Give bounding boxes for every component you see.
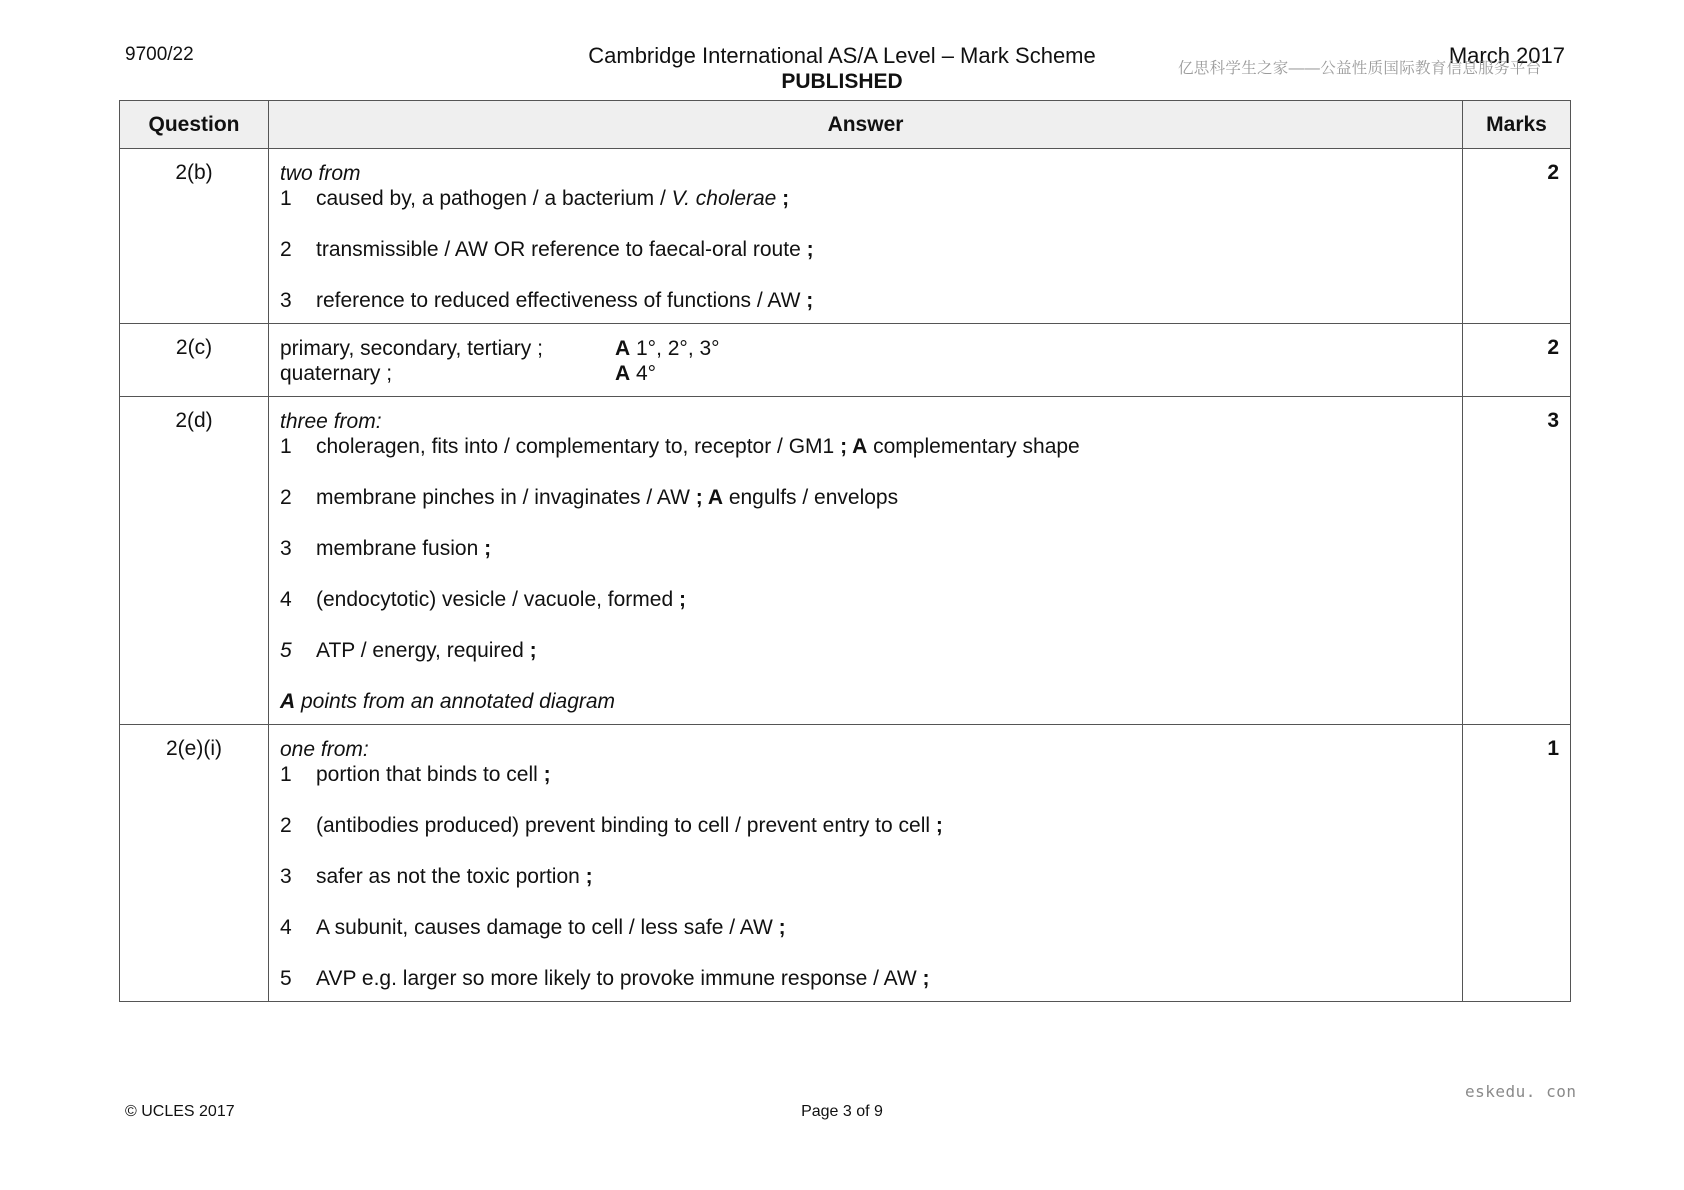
answer-header: Answer — [269, 101, 1463, 149]
point-text: reference to reduced effectiveness of functions / AW — [316, 289, 801, 312]
point-separator: ; — [689, 486, 708, 509]
point-number: 1 — [280, 763, 292, 786]
question-cell: 2(b) — [120, 149, 269, 324]
marks-cell: 2 — [1463, 149, 1571, 324]
answer-point — [280, 186, 1451, 211]
answer-point — [280, 638, 1451, 663]
header-date: March 2017 — [1448, 43, 1565, 68]
point-number: 5 — [280, 967, 292, 990]
answer-point — [280, 536, 1451, 561]
point-separator: ; — [772, 916, 786, 939]
point-text: membrane fusion — [316, 537, 479, 560]
answer-intro: two from — [280, 162, 361, 185]
point-text: safer as not the toxic portion — [316, 865, 580, 888]
point-number: 3 — [280, 289, 292, 312]
answer-point — [280, 288, 1451, 313]
page-number: Page 3 of 9 — [801, 1103, 883, 1120]
accept-marker: A — [615, 337, 631, 360]
accept-text: 4° — [630, 362, 657, 385]
point-separator: ; — [579, 865, 593, 888]
point-text: ATP / energy, required — [316, 639, 524, 662]
answer-text: quaternary ; — [280, 362, 393, 385]
point-separator: ; — [834, 435, 853, 458]
header-title: Cambridge International AS/A Level – Mark Scheme — [588, 43, 1096, 68]
point-number: 4 — [280, 588, 292, 611]
answer-cell — [269, 725, 1463, 1002]
point-separator: ; — [478, 537, 492, 560]
answer-point — [280, 915, 1451, 940]
paper-code: 9700/22 — [125, 44, 194, 65]
answer-point — [280, 864, 1451, 889]
marks-cell: 1 — [1463, 725, 1571, 1002]
point-text: (antibodies produced) prevent binding to cell / prevent entry to cell — [316, 814, 931, 837]
point-number: 4 — [280, 916, 292, 939]
point-text: membrane pinches in / invaginates / AW — [316, 486, 690, 509]
point-text: portion that binds to cell — [316, 763, 538, 786]
point-text: AVP e.g. larger so more likely to provoke immune response / AW — [316, 967, 917, 990]
table-header-row — [120, 101, 1571, 149]
answer-text: primary, secondary, tertiary ; — [280, 337, 543, 360]
question-header: Question — [120, 101, 269, 149]
header-subtitle: PUBLISHED — [781, 70, 903, 93]
accept-marker: A — [280, 690, 296, 713]
marks-cell: 2 — [1463, 324, 1571, 397]
point-separator: ; — [800, 238, 814, 261]
question-cell: 2(e)(i) — [120, 725, 269, 1002]
marks-cell: 3 — [1463, 397, 1571, 725]
question-cell: 2(d) — [120, 397, 269, 725]
answer-point — [280, 434, 1451, 459]
point-separator: ; — [673, 588, 686, 611]
mark-scheme-table — [119, 100, 1571, 1002]
point-text: caused by, a pathogen / a bacterium / — [316, 187, 672, 210]
accept-marker: A — [615, 362, 631, 385]
answer-line — [280, 361, 1451, 386]
table-row — [120, 397, 1571, 725]
accept-marker: A — [707, 486, 723, 509]
answer-point — [280, 813, 1451, 838]
table-row — [120, 149, 1571, 324]
answer-cell — [269, 149, 1463, 324]
answer-point — [280, 587, 1451, 612]
footer-watermark: eskedu. con — [1465, 1082, 1577, 1101]
answer-point — [280, 966, 1451, 991]
table-row — [120, 725, 1571, 1002]
point-text: A subunit, causes damage to cell / less safe / AW — [316, 916, 773, 939]
point-number: 1 — [280, 187, 292, 210]
accept-text: 1°, 2°, 3° — [630, 337, 720, 360]
copyright: © UCLES 2017 — [125, 1103, 235, 1120]
accept-text: complementary shape — [867, 435, 1080, 458]
point-text: (endocytotic) vesicle / vacuole, formed — [316, 588, 674, 611]
answer-point — [280, 485, 1451, 510]
answer-point — [280, 762, 1451, 787]
point-number: 5 — [280, 639, 292, 662]
accept-text: engulfs / envelops — [722, 486, 899, 509]
point-text: choleragen, fits into / complementary to, receptor / GM1 — [316, 435, 835, 458]
point-separator: ; — [776, 187, 790, 210]
answer-intro: one from: — [280, 738, 369, 761]
point-number: 2 — [280, 486, 292, 509]
answer-intro: three from: — [280, 410, 382, 433]
point-separator: ; — [537, 763, 551, 786]
answer-cell — [269, 324, 1463, 397]
note-text: points from an annotated diagram — [295, 690, 616, 713]
point-number: 2 — [280, 238, 292, 261]
marks-header: Marks — [1463, 101, 1571, 149]
point-text-italic: V. cholerae — [671, 187, 777, 210]
point-number: 3 — [280, 537, 292, 560]
point-separator: ; — [916, 967, 930, 990]
answer-cell — [269, 397, 1463, 725]
watermark-text: 亿思科学生之家——公益性质国际教育信息服务平台 — [1178, 60, 1542, 77]
point-separator: ; — [930, 814, 943, 837]
point-number: 1 — [280, 435, 292, 458]
answer-line — [280, 336, 1451, 361]
table-row — [120, 324, 1571, 397]
point-separator: ; — [800, 289, 814, 312]
point-number: 3 — [280, 865, 292, 888]
point-separator: ; — [523, 639, 537, 662]
question-cell: 2(c) — [120, 324, 269, 397]
answer-note — [280, 689, 1451, 714]
accept-marker: A — [852, 435, 868, 458]
point-text: transmissible / AW OR reference to faecal-oral route — [316, 238, 801, 261]
point-number: 2 — [280, 814, 292, 837]
answer-point — [280, 237, 1451, 262]
